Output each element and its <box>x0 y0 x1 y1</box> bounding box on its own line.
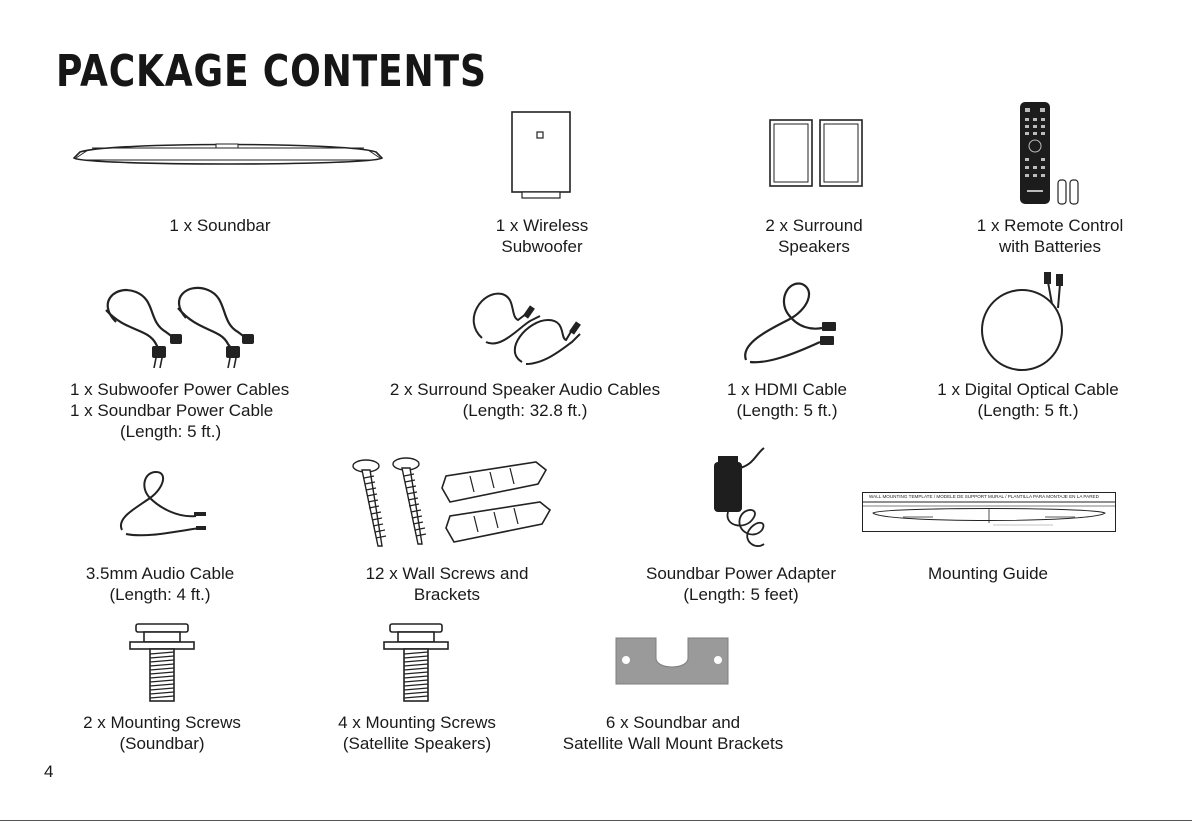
rca-cable-icon <box>462 280 590 366</box>
guide-caption: Mounting Guide <box>927 564 1049 583</box>
surround-cables-caption: 2 x Surround Speaker Audio Cables (Length: 32.8 ft.) <box>389 380 661 420</box>
surround-speakers-icon <box>768 118 864 188</box>
aux-cable-icon <box>116 468 208 544</box>
aux-caption: 3.5mm Audio Cable (Length: 4 ft.) <box>85 564 235 604</box>
soundbar-icon <box>70 136 386 172</box>
page-title: PACKAGE CONTENTS <box>56 46 487 97</box>
subwoofer-icon <box>510 110 574 200</box>
mounting-screw-icon <box>126 622 198 704</box>
mounting-screw-icon <box>380 622 452 704</box>
wall-screws-caption: 12 x Wall Screws and Brackets <box>365 564 529 604</box>
hdmi-caption: 1 x HDMI Cable (Length: 5 ft.) <box>727 380 847 420</box>
surround-caption: 2 x Surround Speakers <box>765 216 863 256</box>
power-cables-caption: 1 x Subwoofer Power Cables 1 x Soundbar Power Cable (Length: 5 ft.) <box>70 380 290 441</box>
soundbar-caption: 1 x Soundbar <box>169 216 271 235</box>
mount-screws-satellite-caption: 4 x Mounting Screws (Satellite Speakers) <box>338 713 496 753</box>
hdmi-cable-icon <box>738 280 842 368</box>
optical-caption: 1 x Digital Optical Cable (Length: 5 ft.) <box>937 380 1119 420</box>
footer-divider <box>0 820 1192 821</box>
remote-control-icon <box>1018 100 1084 208</box>
adapter-caption: Soundbar Power Adapter (Length: 5 feet) <box>646 564 836 604</box>
power-cable-icon <box>96 282 266 374</box>
mounting-guide-icon <box>862 492 1116 532</box>
power-adapter-icon <box>704 446 778 552</box>
brackets-caption: 6 x Soundbar and Satellite Wall Mount Brackets <box>562 713 784 753</box>
wall-screws-icon <box>350 458 554 554</box>
optical-cable-icon <box>976 270 1090 374</box>
subwoofer-caption: 1 x Wireless Subwoofer <box>495 216 589 256</box>
mounting-guide-header: WALL MOUNTING TEMPLATE / MODELE DE SUPPORT MURAL / PLANTILLA PARA MONTAJE EN LA PARED <box>869 494 1099 499</box>
page-number: 4 <box>44 762 54 781</box>
wall-bracket-icon <box>614 636 730 686</box>
mount-screws-soundbar-caption: 2 x Mounting Screws (Soundbar) <box>83 713 241 753</box>
remote-caption: 1 x Remote Control with Batteries <box>976 216 1124 256</box>
